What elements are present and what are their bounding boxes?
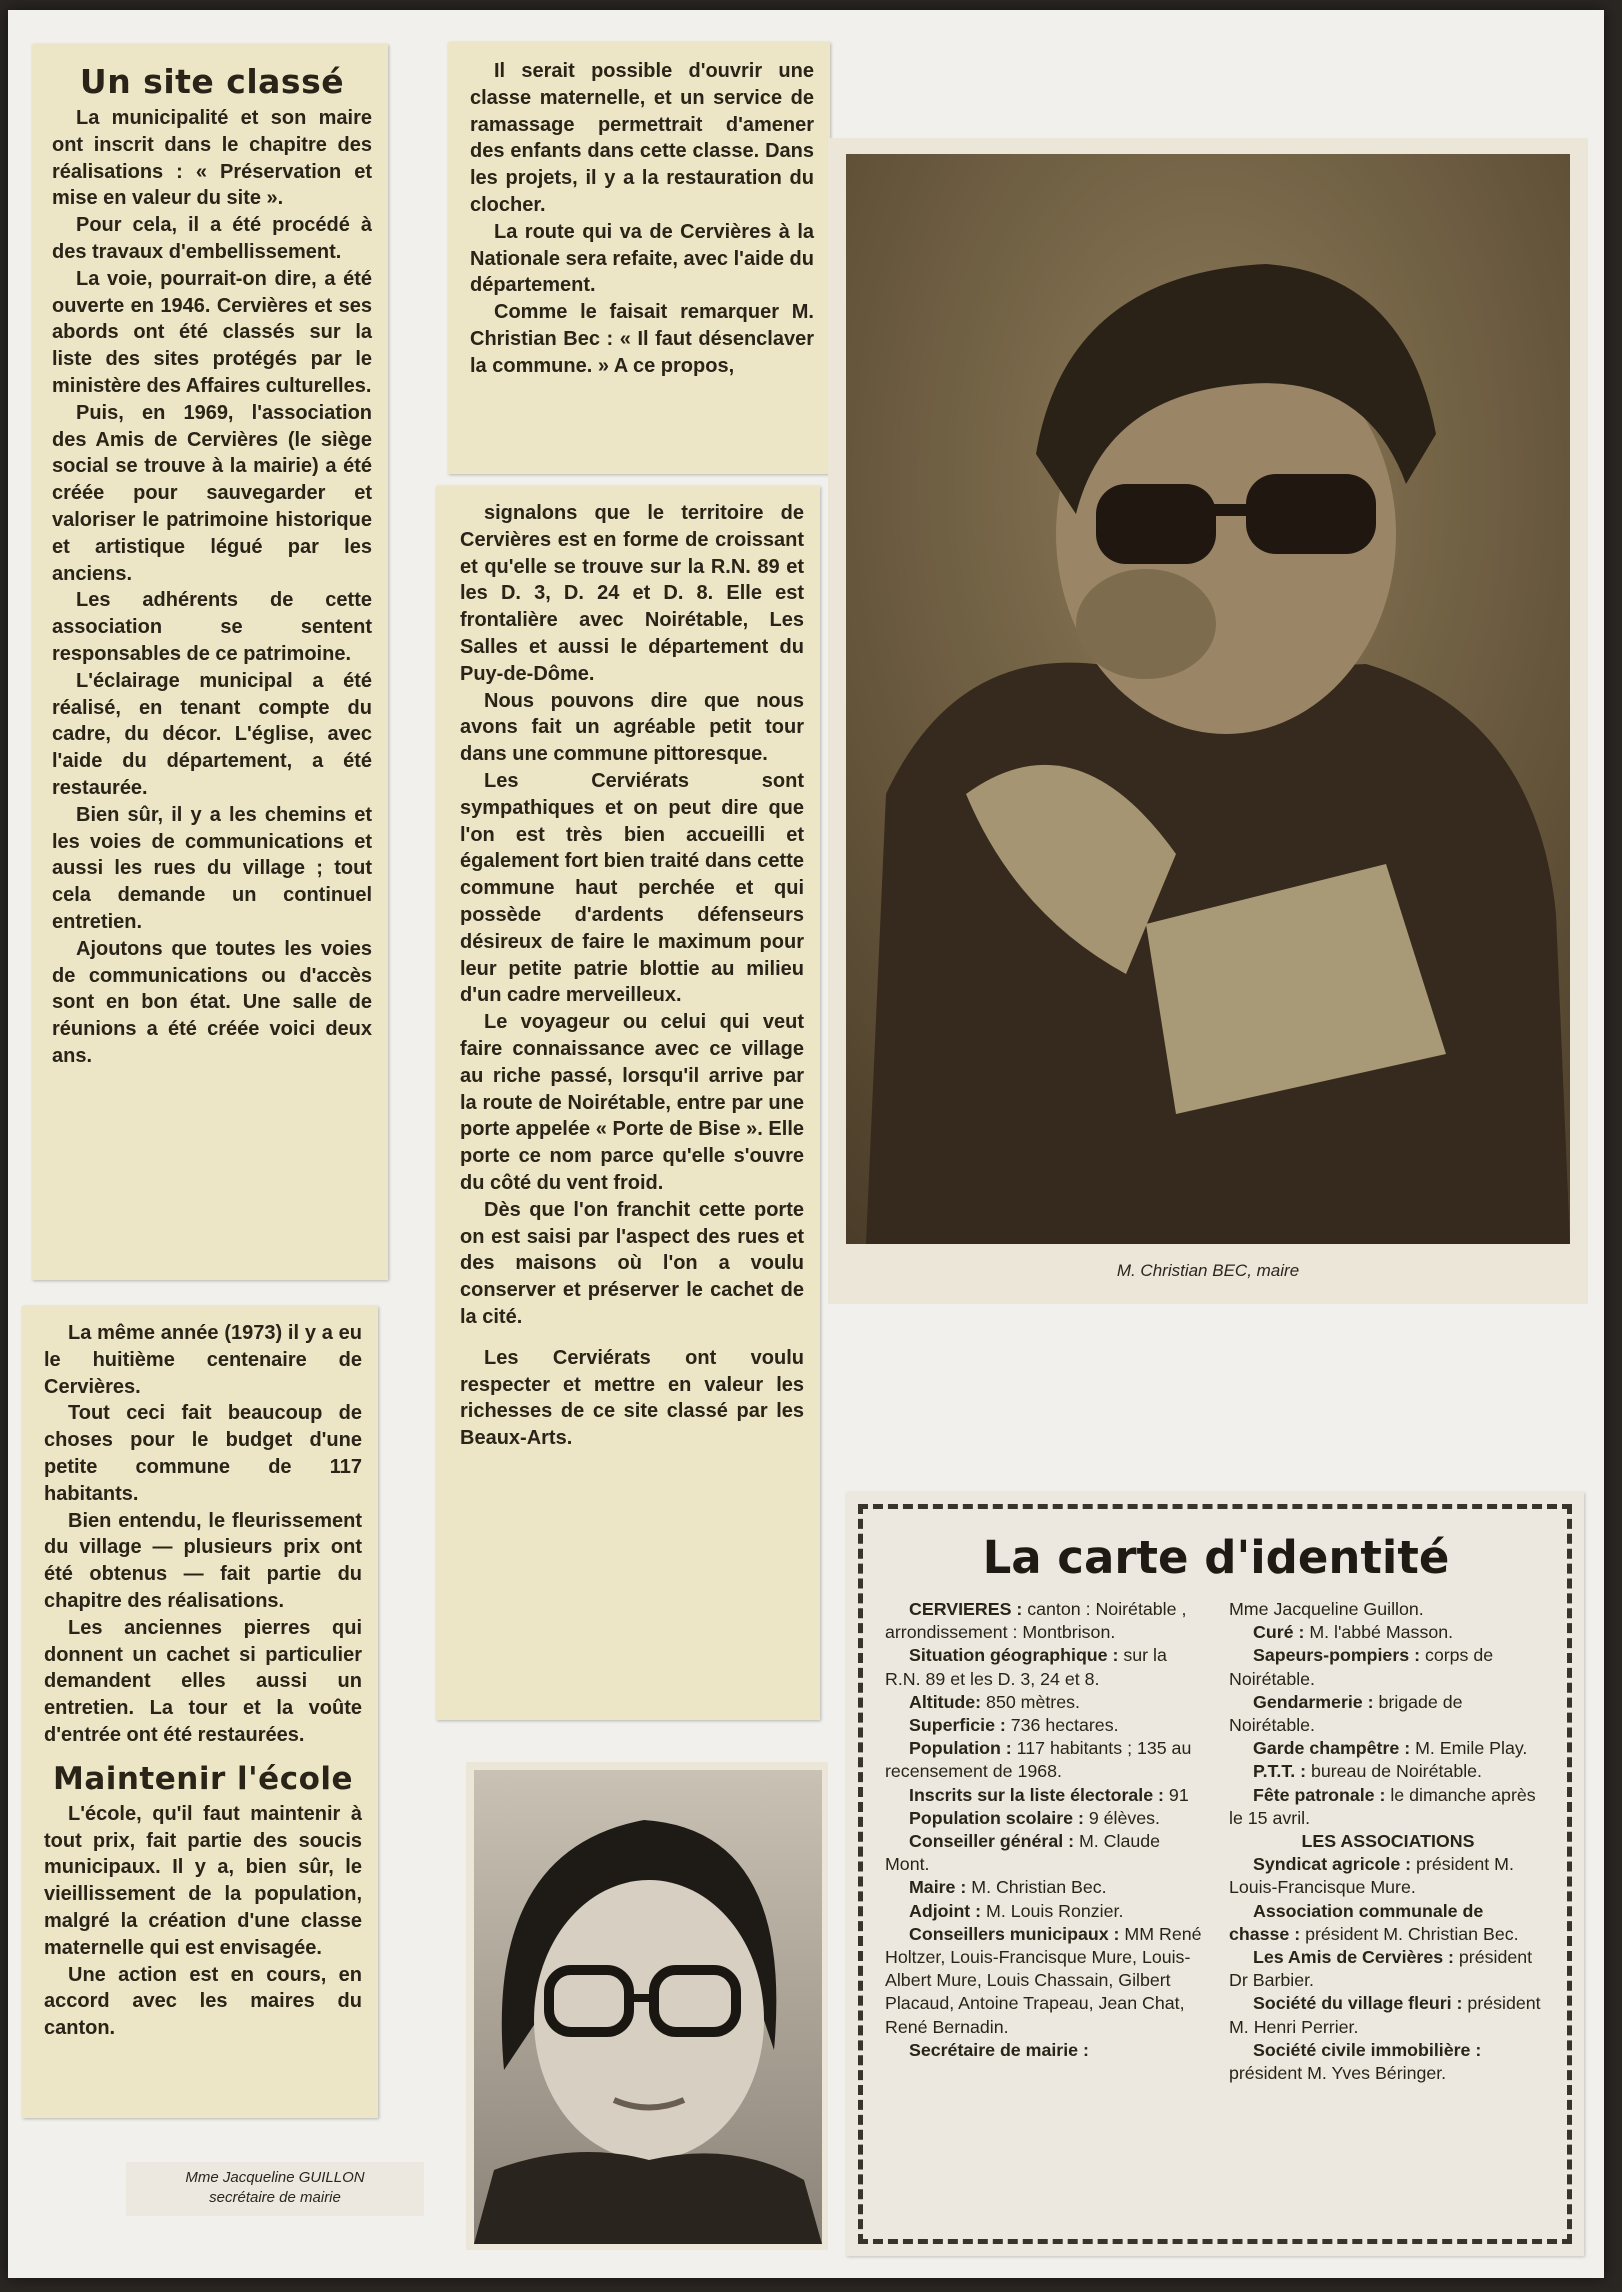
entry-text: président M. Henri Perrier.	[1229, 1993, 1541, 2037]
entry-label: CERVIERES :	[909, 1599, 1023, 1619]
caption-secretaire	[126, 2162, 424, 2216]
entry-text: bureau de Noirétable.	[1306, 1761, 1482, 1782]
identity-entry	[1229, 1784, 1547, 1830]
portrait-maire-image	[846, 154, 1570, 1244]
article-territoire	[436, 486, 820, 1720]
entry-text: sur la R.N. 89 et les D. 3, 24 et 8.	[885, 1645, 1167, 1689]
paragraph: Les Cerviérats ont voulu respecter et mettre en valeur les richesses de ce site classé par les Beaux-Arts.	[460, 1346, 804, 1450]
entry-text: M. Louis Ronzier.	[981, 1900, 1124, 1921]
entry-text: brigade de Noirétable.	[1229, 1691, 1463, 1736]
entry-label: Syndicat agricole :	[1253, 1854, 1412, 1875]
identity-entry	[885, 1876, 1203, 1899]
identity-entry	[1229, 1737, 1547, 1760]
identity-entry	[885, 1784, 1203, 1807]
paragraph: Il serait possible d'ouvrir une classe maternelle, et un service de ramassage permettrait d'amener des enfants dans cette classe. Dans les projets, il y a la restauration du clocher.	[470, 60, 814, 216]
caption-line: secrétaire de mairie	[209, 2189, 341, 2206]
entry-label: Les Amis de Cervières :	[1253, 1947, 1454, 1968]
paragraph: Ajoutons que toutes les voies de communications ou d'accès sont en bon état. Une salle de réunions a été créée voici deux ans.	[52, 937, 372, 1067]
identity-entry	[885, 1807, 1203, 1830]
entry-text: 117 habitants ; 135 au recensement de 1968.	[885, 1738, 1192, 1782]
identity-entry	[1229, 1900, 1547, 1946]
entry-text: président Dr Barbier.	[1229, 1947, 1533, 1991]
paragraph: La municipalité et son maire ont inscrit dans le chapitre des réalisations : « Préservation et mise en valeur du site ».	[52, 107, 372, 210]
entry-label: Société civile immobilière :	[1253, 2039, 1482, 2060]
identity-entry	[885, 1714, 1203, 1737]
entry-label: Gendarmerie :	[1253, 1691, 1374, 1712]
identity-entry	[885, 1598, 1203, 1644]
identity-entry	[885, 1737, 1203, 1783]
paragraph: Les anciennes pierres qui donnent un cachet si particulier demandent elles aussi un entretien. La tour et la voûte d'entrée ont été restaurées.	[44, 1616, 362, 1746]
identity-entry	[1229, 1760, 1547, 1783]
identity-entry	[1229, 2039, 1547, 2085]
photo-maire	[828, 138, 1588, 1304]
paragraph: Tout ceci fait beaucoup de choses pour le budget d'une petite commune de 117 habitants.	[44, 1402, 362, 1505]
carte-identite-title: La carte d'identité	[982, 1531, 1450, 1584]
paragraph: Bien entendu, le fleurissement du village — plusieurs prix ont été obtenus — fait partie du chapitre des réalisations.	[44, 1509, 362, 1612]
entry-label: Conseillers municipaux :	[909, 1923, 1120, 1944]
identity-entry	[1229, 1621, 1547, 1644]
identity-entry: Mme Jacqueline Guillon.	[1229, 1599, 1424, 1619]
article-site-classe	[32, 44, 388, 1280]
paragraph: L'éclairage municipal a été réalisé, en tenant compte du cadre, du décor. L'église, avec l'aide du département, a été restaurée.	[52, 669, 372, 799]
photo-secretaire	[466, 1762, 828, 2250]
entry-label: Inscrits sur la liste électorale :	[909, 1784, 1164, 1805]
entry-label: Garde champêtre :	[1253, 1738, 1411, 1759]
identity-left-column	[885, 1598, 1203, 2085]
paragraph: signalons que le territoire de Cervières est en forme de croissant et qu'elle se trouve sur la R.N. 89 et les D. 3, D. 24 et D. 8. Elle est frontalière avec Noirétable, Les Salles et aussi le département du Puy-de-Dôme.	[460, 502, 804, 685]
article-centenaire	[22, 1306, 378, 2118]
paragraph: Les adhérents de cette association se sentent responsables de ce patrimoine.	[52, 589, 372, 665]
entry-label: Altitude:	[909, 1691, 982, 1712]
scrapbook-page	[8, 10, 1604, 2278]
paragraph: Comme le faisait remarquer M. Christian Bec : « Il faut désenclaver la commune. » A ce propos,	[470, 301, 814, 377]
carte-identite-frame	[858, 1504, 1572, 2244]
identity-entry	[885, 1923, 1203, 2039]
entry-label: Sapeurs-pompiers :	[1253, 1645, 1420, 1666]
entry-text: 736 hectares.	[1005, 1715, 1119, 1736]
entry-text: MM René Holtzer, Louis-Francisque Mure, Louis-Albert Mure, Louis Chassain, Gilbert Placaud, Antoine Trapeau, Jean Chat, René Bernadin.	[885, 1923, 1202, 2037]
paragraph: L'école, qu'il faut maintenir à tout prix, fait partie des soucis municipaux. Il y a, bien sûr, le vieillissement de la population, malgré la création d'une classe maternelle qui est envisagée.	[44, 1802, 362, 1959]
entry-label: Population :	[909, 1738, 1012, 1759]
identity-entry	[1229, 1644, 1547, 1690]
entry-text: 91	[1163, 1784, 1189, 1805]
identity-entry	[885, 2039, 1203, 2062]
identity-entry	[1229, 1853, 1547, 1899]
identity-entry	[885, 1830, 1203, 1876]
article-subtitle: Maintenir l'école	[52, 1760, 354, 1797]
article-classe-maternelle	[448, 42, 830, 474]
carte-identite-box	[846, 1492, 1584, 2256]
entry-text: M. l'abbé Masson.	[1304, 1622, 1454, 1643]
identity-entry	[885, 1900, 1203, 1923]
entry-text: M. Christian Bec.	[966, 1877, 1107, 1898]
entry-label: Situation géographique :	[909, 1645, 1119, 1666]
paragraph: Dès que l'on franchit cette porte on est saisi par l'aspect des rues et des maisons où l'on a voulu conserver et préserver le cachet de la cité.	[460, 1198, 804, 1328]
entry-label: Curé :	[1253, 1622, 1305, 1643]
identity-entry	[1229, 1946, 1547, 1992]
paragraph: La voie, pourrait-on dire, a été ouverte en 1946. Cervières et ses abords ont été classés sur la liste des sites protégés par le ministère des Affaires culturelles.	[52, 267, 372, 397]
entry-text: M. Claude Mont.	[885, 1831, 1161, 1875]
identity-entry	[1229, 1691, 1547, 1737]
photo-caption: M. Christian BEC, maire	[1116, 1261, 1300, 1280]
paragraph: Le voyageur ou celui qui veut faire connaissance avec ce village au riche passé, lorsqu'il arrive par la route de Noirétable, entre par une porte appelée « Porte de Bise ». Elle porte ce nom parce qu'elle s'ouvre du côté du vent froid.	[460, 1011, 804, 1194]
paragraph: La même année (1973) il y a eu le huitième centenaire de Cervières.	[44, 1322, 362, 1398]
caption-line: Mme Jacqueline GUILLON	[185, 2169, 365, 2186]
paragraph: Puis, en 1969, l'association des Amis de Cervières (le siège social se trouve à la mairie) a été créée pour sauvegarder et valoriser le patrimoine historique et artistique légué par les anciens.	[52, 401, 372, 585]
entry-text: corps de Noirétable.	[1229, 1645, 1494, 1689]
entry-label: Association communale de chasse :	[1229, 1900, 1484, 1944]
article-title: Un site classé	[79, 62, 345, 101]
entry-text: le dimanche après le 15 avril.	[1229, 1784, 1536, 1828]
portrait-secretaire-image	[474, 1770, 822, 2244]
paragraph: Les Cerviérats sont sympathiques et on peut dire que l'on est très bien accueilli et également fort bien traité dans cette commune haut perchée et qui possède d'ardents défenseurs désireux de faire le maximum pour leur petite patrie blottie au milieu d'un cadre merveilleux.	[460, 769, 804, 1007]
entry-label: Secrétaire de mairie :	[909, 2039, 1089, 2060]
entry-text: président M. Christian Bec.	[1300, 1923, 1519, 1944]
entry-text: 850 mètres.	[981, 1691, 1080, 1712]
paragraph: Bien sûr, il y a les chemins et les voies de communications et aussi les rues du village ; tout cela demande un continuel entretien.	[52, 803, 372, 933]
entry-label: Conseiller général :	[909, 1831, 1075, 1852]
identity-entry	[885, 1644, 1203, 1690]
entry-label: Adjoint :	[909, 1900, 982, 1921]
entry-text: président M. Yves Béringer.	[1229, 2063, 1447, 2084]
entry-label: Maire :	[909, 1877, 967, 1898]
entry-text: canton : Noirétable , arrondissement : Montbrison.	[885, 1599, 1187, 1643]
entry-label: P.T.T. :	[1253, 1761, 1307, 1782]
paragraph: Pour cela, il a été procédé à des travaux d'embellissement.	[52, 214, 372, 263]
paragraph: Une action est en cours, en accord avec les maires du canton.	[44, 1963, 362, 2040]
identity-entry	[885, 1691, 1203, 1714]
entry-label: Fête patronale :	[1253, 1784, 1386, 1805]
entry-label: Superficie :	[909, 1715, 1006, 1736]
paragraph: Nous pouvons dire que nous avons fait un agréable petit tour dans une commune pittoresque.	[460, 689, 804, 766]
entry-label: Population scolaire :	[909, 1807, 1084, 1828]
entry-text: président M. Louis-Francisque Mure.	[1229, 1854, 1514, 1898]
paragraph: La route qui va de Cervières à la Nationale sera refaite, avec l'aide du département.	[470, 220, 814, 297]
entry-text: M. Emile Play.	[1410, 1738, 1528, 1759]
associations-heading: LES ASSOCIATIONS	[1301, 1831, 1475, 1852]
identity-right-column	[1229, 1598, 1547, 2085]
identity-entry	[1229, 1992, 1547, 2038]
entry-label: Société du village fleuri :	[1253, 1993, 1463, 2014]
entry-text: 9 élèves.	[1083, 1807, 1160, 1828]
